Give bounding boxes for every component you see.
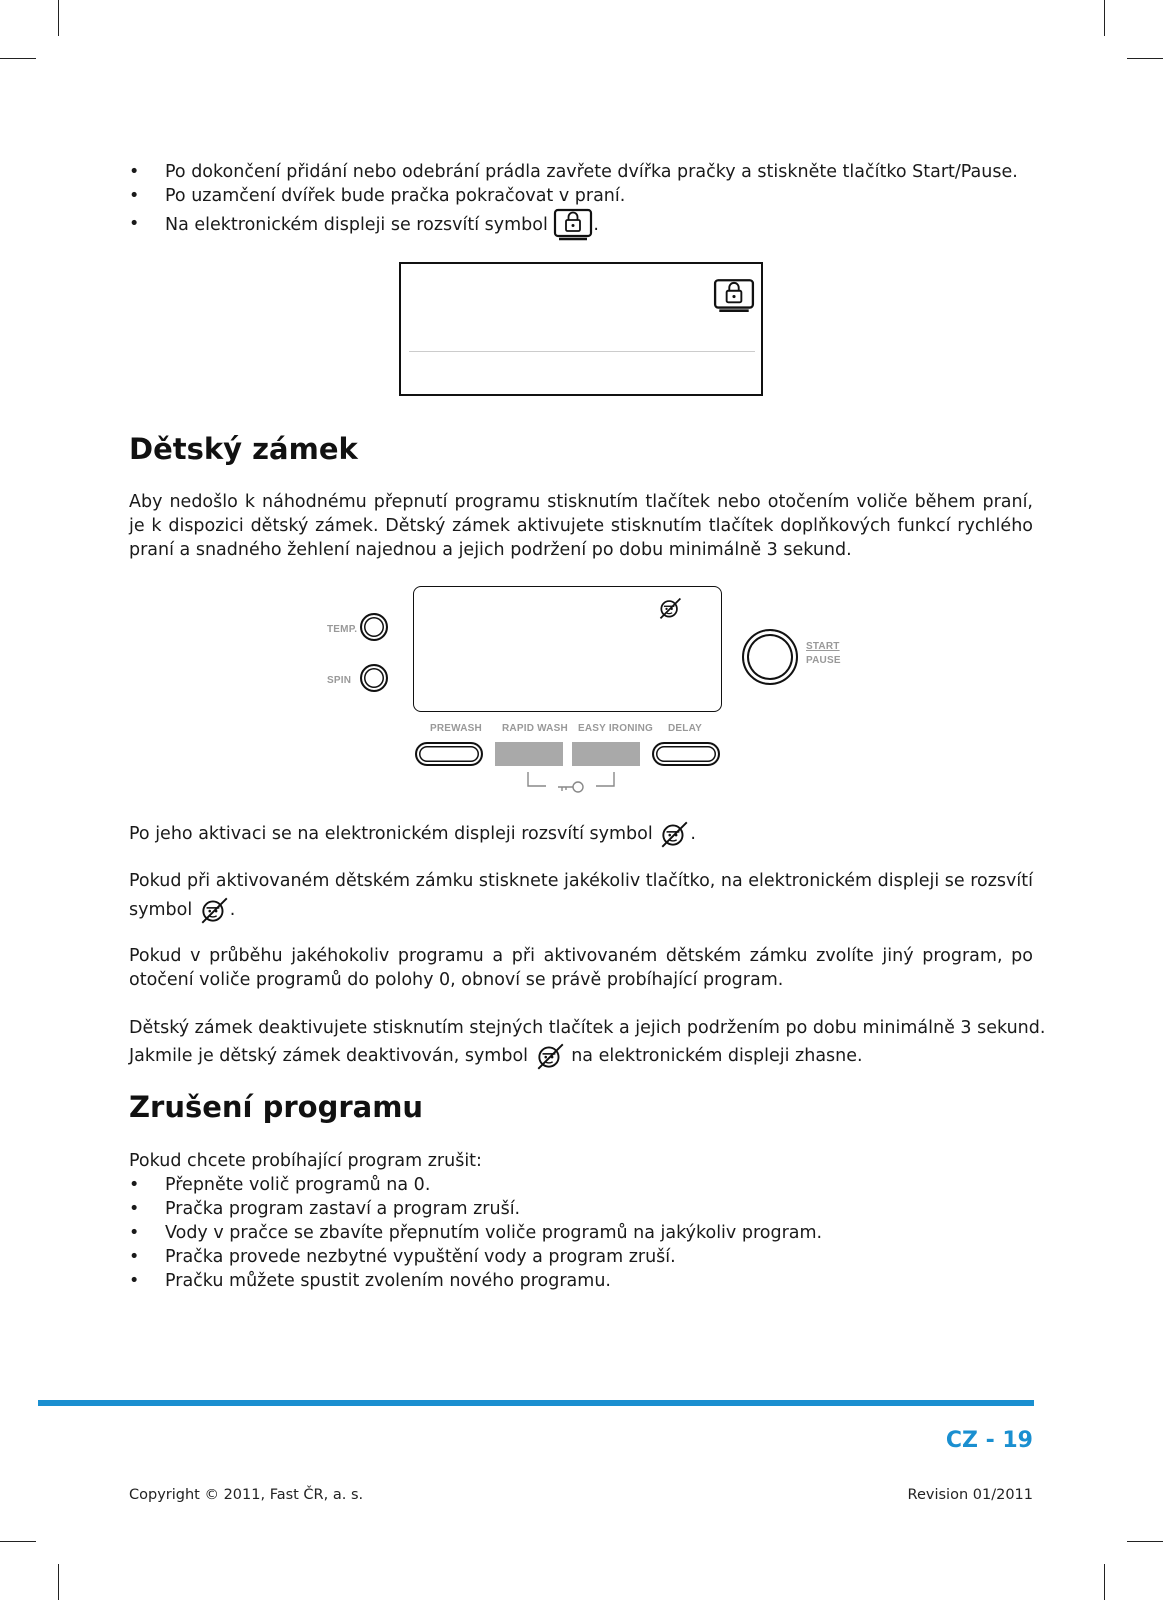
paragraph-text: Po jeho aktivaci se na elektronickém displeji rozsvítí symbol: [129, 824, 653, 844]
child-lock-icon: [534, 1040, 566, 1072]
list-item-end: .: [593, 215, 599, 235]
child-lock-icon: [198, 894, 230, 926]
temp-button[interactable]: [360, 613, 388, 641]
rapid-wash-label: RAPID WASH: [502, 723, 568, 734]
list-item: • Po dokončení přidání nebo odebrání prádla zavřete dvířka pračky a stiskněte tlačítko Start/Pause.: [129, 160, 1059, 184]
list-item: • Pračka provede nezbytné vypuštění vody a program zruší.: [129, 1245, 1059, 1269]
key-combo-icon: [526, 772, 616, 796]
crop-mark: [1104, 1564, 1105, 1600]
child-lock-icon: [657, 595, 683, 621]
paragraph-end: .: [229, 900, 236, 920]
cancel-intro: Pokud chcete probíhající program zrušit:: [129, 1151, 482, 1171]
crop-mark: [58, 1564, 59, 1600]
child-lock-activated-text: [129, 818, 696, 850]
crop-mark: [1127, 1541, 1163, 1542]
rapid-wash-button[interactable]: [495, 742, 563, 766]
crop-mark: [1104, 0, 1105, 36]
prewash-button[interactable]: [415, 742, 483, 766]
paragraph-text: na elektronickém displeji zhasne.: [571, 1046, 863, 1066]
panel-display: [413, 586, 722, 712]
list-item: [129, 208, 1059, 240]
door-lock-icon: [553, 208, 593, 242]
delay-label: DELAY: [668, 723, 702, 734]
display-divider: [409, 351, 755, 352]
paragraph-line: [129, 1040, 1033, 1072]
paragraph-end: .: [690, 824, 696, 844]
list-item-text: Na elektronickém displeji se rozsvítí symbol: [165, 215, 548, 235]
section-heading-child-lock: Dětský zámek: [129, 432, 358, 466]
start-label: START: [806, 641, 840, 652]
list-item: • Pračka program zastaví a program zruší.: [129, 1197, 1059, 1221]
child-lock-program-change-text: Pokud v průběhu jakéhokoliv programu a při aktivovaném dětském zámku zvolíte jiný program, po otočení voliče programů do polohy 0, obnoví se právě probíhající program.: [129, 946, 1033, 990]
start-pause-button[interactable]: [742, 629, 798, 685]
delay-button[interactable]: [652, 742, 720, 766]
intro-bullet-list: [129, 160, 1059, 240]
list-item: • Vody v pračce se zbavíte přepnutím voliče programů na jakýkoliv program.: [129, 1221, 1059, 1245]
control-panel-illustration: [320, 582, 840, 802]
easy-ironing-label: EASY IRONING: [578, 723, 654, 734]
child-lock-deactivate-text: [129, 1016, 1046, 1072]
list-item: • Pračku můžete spustit zvolením nového programu.: [129, 1269, 1059, 1293]
display-lock-illustration: [399, 262, 763, 396]
temp-label: TEMP.: [327, 624, 358, 635]
cancel-bullet-list: [129, 1173, 1059, 1293]
easy-ironing-button[interactable]: [572, 742, 640, 766]
revision: Revision 01/2011: [907, 1487, 1033, 1503]
child-lock-icon: [658, 818, 690, 850]
copyright: Copyright © 2011, Fast ČR, a. s.: [129, 1487, 364, 1503]
page-number: CZ - 19: [945, 1428, 1033, 1453]
child-lock-button-press-text: [129, 868, 1033, 926]
spin-label: SPIN: [327, 675, 352, 686]
paragraph-line: Dětský zámek deaktivujete stisknutím stejných tlačítek a jejich podržením po dobu minimálně 3 sekund.: [129, 1018, 1046, 1038]
footer-divider: [38, 1400, 1034, 1406]
paragraph-text: Jakmile je dětský zámek deaktivován, symbol: [129, 1046, 529, 1066]
crop-mark: [1127, 58, 1163, 59]
crop-mark: [58, 0, 59, 36]
list-item: • Po uzamčení dvířek bude pračka pokračovat v praní.: [129, 184, 1059, 208]
prewash-label: PREWASH: [430, 723, 482, 734]
spin-button[interactable]: [360, 664, 388, 692]
child-lock-intro: Aby nedošlo k náhodnému přepnutí programu stisknutím tlačítek nebo otočením voliče během praní, je k dispozici dětský zámek. Dětský zámek aktivujete stisknutím tlačítek doplňkových funkcí rychlého praní a snadného žehlení najednou a jejich podržení po dobu minimálně 3 sekund.: [129, 492, 1033, 560]
section-heading-cancel-program: Zrušení programu: [129, 1090, 424, 1124]
crop-mark: [0, 1541, 36, 1542]
pause-label: PAUSE: [806, 655, 841, 666]
paragraph-text: Pokud při aktivovaném dětském zámku stisknete jakékoliv tlačítko, na elektronickém displeji se rozsvítí symbol: [129, 871, 1033, 920]
crop-mark: [0, 58, 36, 59]
door-lock-icon: [713, 278, 755, 314]
list-item: • Přepněte volič programů na 0.: [129, 1173, 1059, 1197]
